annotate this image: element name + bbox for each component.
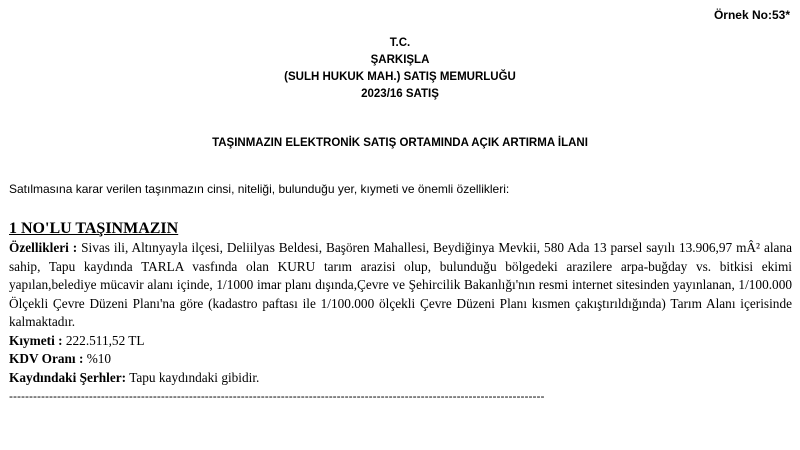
header-country: T.C.	[389, 37, 411, 49]
property-features	[9, 239, 792, 332]
value-label: Kıymeti :	[9, 332, 63, 348]
property-vat	[9, 350, 792, 369]
property-title: 1 NO'LU TAŞINMAZIN	[9, 220, 179, 237]
header-office: (SULH HUKUK MAH.) SATIŞ MEMURLUĞU	[284, 71, 516, 83]
header-case-number: 2023/16 SATIŞ	[361, 88, 439, 100]
vat-text: %10	[83, 351, 112, 366]
encumbrance-label: Kaydındaki Şerhler:	[9, 369, 127, 385]
features-text: Sivas ili, Altınyayla ilçesi, Deliilyas Beldesi, Başören Mahallesi, Beydiğinya Mevkii, 580 Ada 13 parsel sayılı 13.906,97 mÂ² alana sahip, Tapu kaydında TARLA vasfında olan KURU tarım arazisi olup, bulunduğu bölgedeki arazilere arpa-buğday vs. bitkisi ekimi yapılan,belediye mücavir alanı içinde, 1/1000 imar planı dışında,Çevre ve Şehircilik Bakanlığı'nın resmi internet sitesinden yayınlanan, 1/100.000 Ölçekli Çevre Düzeni Planı'na göre (kadastro paftası ile 1/100.000 ölçekli Çevre Düzeni Planı kısmen çakıştırıldığında) Tarım Alanı içerisinde kalmaktadır.	[9, 240, 792, 329]
property-value	[9, 332, 792, 351]
property-encumbrances	[9, 369, 792, 388]
header-district: ŞARKIŞLA	[370, 54, 430, 66]
property-section	[9, 219, 792, 404]
section-divider: --------------------------------------------------------------------------------------------------------------------------------------	[9, 389, 545, 403]
example-number: Örnek No:53*	[713, 8, 790, 22]
vat-label: KDV Oranı :	[9, 351, 84, 366]
encumbrance-text: Tapu kaydındaki gibidir.	[126, 369, 260, 385]
document-header	[0, 35, 800, 103]
intro-text: Satılmasına karar verilen taşınmazın cinsi, niteliği, bulunduğu yer, kıymeti ve önemli özellikleri:	[9, 182, 510, 196]
features-label: Özellikleri :	[9, 240, 78, 255]
notice-title: TAŞINMAZIN ELEKTRONİK SATIŞ ORTAMINDA AÇIK ARTIRMA İLANI	[212, 137, 588, 149]
value-text: 222.511,52 TL	[62, 332, 145, 348]
